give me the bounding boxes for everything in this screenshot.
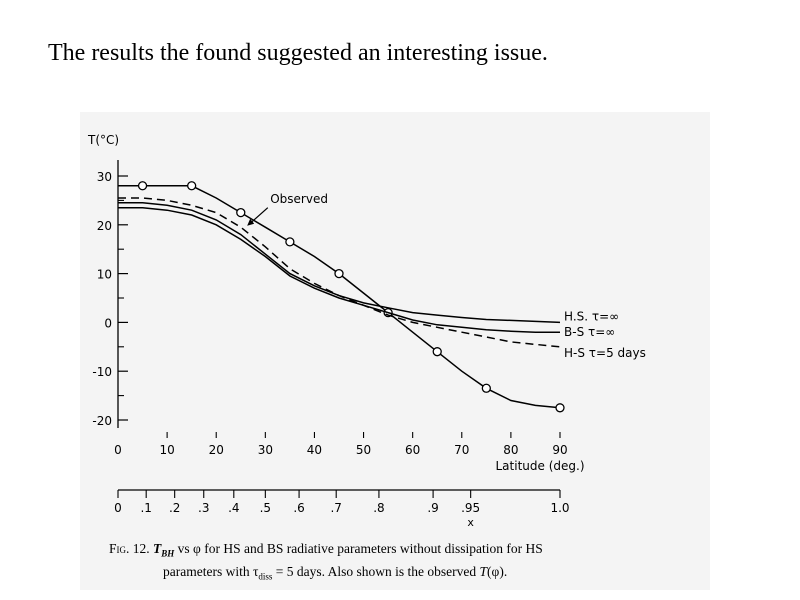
series-label-1: H.S. τ=∞ xyxy=(564,309,620,324)
y-tick-label: 0 xyxy=(104,316,112,331)
x-tick-label: 70 xyxy=(454,443,470,457)
x2-tick-label: .1 xyxy=(140,501,152,515)
observed-marker xyxy=(286,238,294,246)
x2-tick-label: 0 xyxy=(114,501,122,515)
y-tick-label: -10 xyxy=(92,365,112,380)
observed-marker xyxy=(433,348,441,356)
page-headline: The results the found suggested an interesting issue. xyxy=(48,40,548,66)
figure-caption xyxy=(109,540,669,585)
caption-line2-a: parameters with τ xyxy=(163,563,259,579)
series-label-2: B-S τ=∞ xyxy=(564,325,616,340)
x-tick-label: 20 xyxy=(208,443,224,457)
x2-tick-label: .5 xyxy=(259,501,272,515)
y-tick-label: 20 xyxy=(96,218,112,233)
figure-panel xyxy=(80,112,710,590)
x-tick-label: 80 xyxy=(503,443,519,457)
x-tick-label: 10 xyxy=(159,443,175,457)
x2-tick-label: .2 xyxy=(168,501,181,515)
x-tick-label: 40 xyxy=(306,443,323,457)
caption-line2-sub: diss xyxy=(258,571,273,582)
caption-line2-italic: T xyxy=(479,563,488,579)
y-tick-label: -20 xyxy=(92,414,112,428)
caption-line1: vs φ for HS and BS radiative parameters without dissipation for HS xyxy=(174,541,543,556)
series-line-0 xyxy=(118,186,560,408)
series-label-3: H-S τ=5 days xyxy=(564,345,646,360)
observed-annotation: Observed xyxy=(270,191,328,206)
latitude-temperature-chart xyxy=(80,112,710,542)
x2-tick-label: .4 xyxy=(228,501,240,515)
x2-tick-label: .6 xyxy=(293,501,305,515)
observed-marker xyxy=(335,270,343,278)
series-line-1 xyxy=(118,203,560,323)
y-tick-label: 30 xyxy=(96,170,112,184)
x2-axis-label: x xyxy=(467,516,474,529)
observed-marker xyxy=(556,404,564,412)
x2-tick-label: .3 xyxy=(198,501,210,515)
observed-marker xyxy=(237,209,245,217)
observed-marker xyxy=(482,384,490,392)
figure-label: Fig. 12. xyxy=(109,541,150,556)
caption-line2-b: = 5 days. Also shown is the observed xyxy=(272,563,480,579)
x2-tick-label: .95 xyxy=(461,501,481,515)
annotation-arrow-shaft xyxy=(250,208,268,224)
x-tick-label: 30 xyxy=(257,443,273,457)
caption-symbol: $T_{BH}$ xyxy=(153,541,175,559)
observed-marker xyxy=(139,182,147,190)
caption-line2-c: (φ). xyxy=(487,563,508,579)
x-axis-label: Latitude (deg.) xyxy=(495,459,585,473)
y-axis-label: T(°C) xyxy=(88,133,120,147)
x2-tick-label: 1.0 xyxy=(550,501,570,515)
y-tick-label: 10 xyxy=(96,267,112,282)
x2-tick-label: .8 xyxy=(373,501,385,515)
x2-tick-label: .9 xyxy=(427,501,439,515)
x2-tick-label: .7 xyxy=(330,501,342,515)
x-tick-label: 90 xyxy=(552,443,568,457)
x-tick-label: 50 xyxy=(355,443,372,457)
x-tick-label: 60 xyxy=(405,443,421,457)
observed-marker xyxy=(188,182,196,190)
x-tick-label: 0 xyxy=(114,443,122,457)
